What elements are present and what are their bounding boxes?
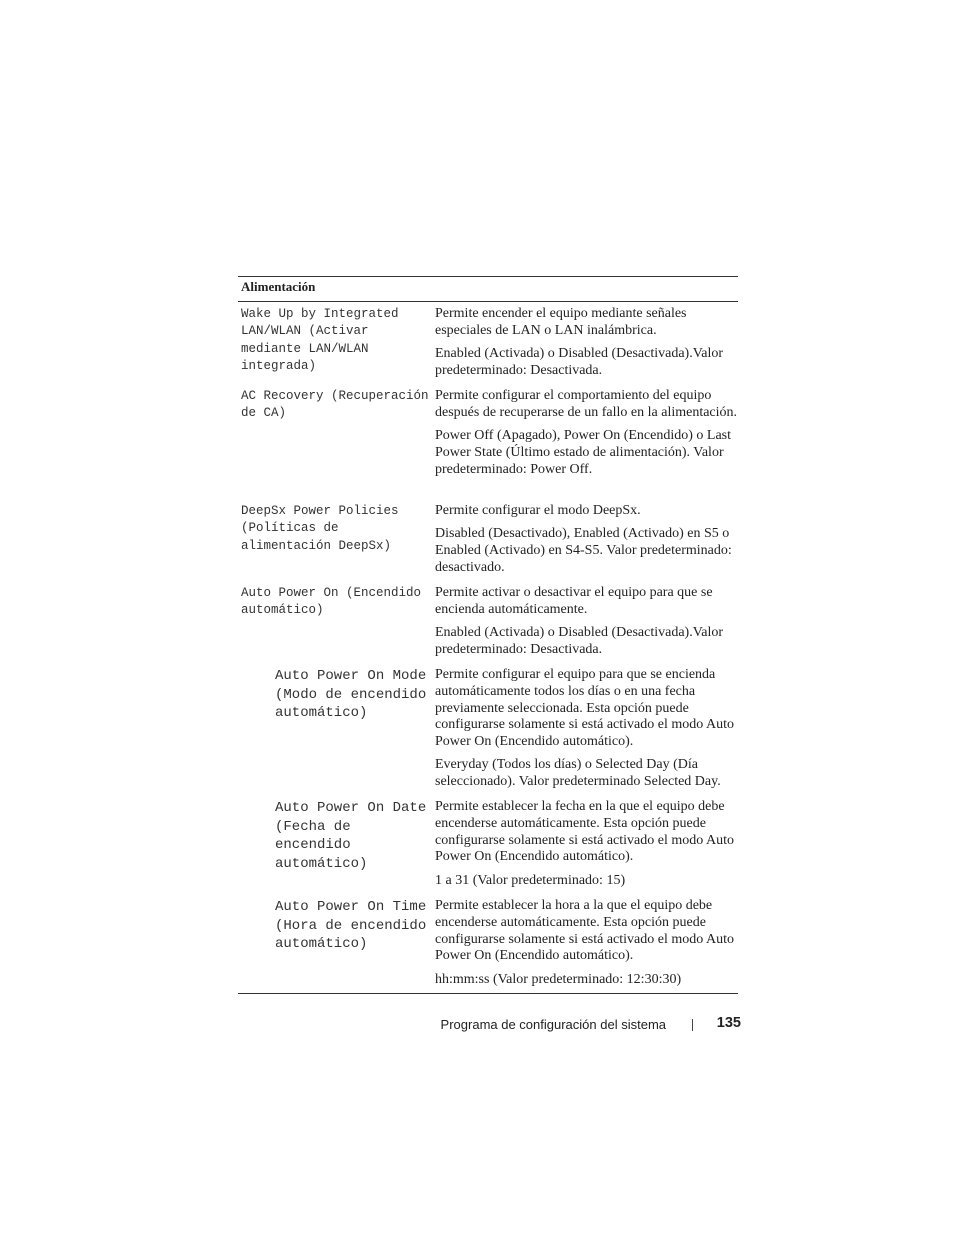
description-paragraph: Permite configurar el comportamiento del equipo después de recuperarse de un fallo en la alimentación. <box>435 388 738 420</box>
description-paragraph: Permite establecer la fecha en la que el equipo debe encenderse automáticamente. Esta opción puede configurarse solamente si está activado el modo Auto Power On (Encendido automático). <box>435 799 734 865</box>
description-paragraph: hh:mm:ss (Valor predeterminado: 12:30:30) <box>435 971 682 987</box>
table-row-auto-power-on-mode <box>238 667 738 799</box>
table-bottom-rule <box>238 993 738 994</box>
setting-name: Wake Up by Integrated LAN/WLAN (Activar mediante LAN/WLAN integrada) <box>241 307 399 373</box>
description-paragraph: Enabled (Activada) o Disabled (Desactivada).Valor predeterminado: Desactivada. <box>435 625 724 657</box>
setting-name: AC Recovery (Recuperación de CA) <box>241 389 429 421</box>
setting-description <box>432 667 738 799</box>
description-paragraph: Permite activar o desactivar el equipo para que se encienda automáticamente. <box>435 585 713 617</box>
table-row-auto-power-on-date <box>238 799 738 898</box>
table-header: Alimentación <box>241 279 316 294</box>
page-number: 135 <box>716 1015 741 1031</box>
power-settings-table <box>238 276 738 994</box>
description-paragraph: Everyday (Todos los días) o Selected Day (Día seleccionado). Valor predeterminado Selected Day. <box>435 757 721 790</box>
table-header-rule <box>238 301 738 302</box>
description-paragraph: Permite configurar el equipo para que se encienda automáticamente todos los días o en una fecha previamente seleccionada. Esta opción puede configurarse solamente si está activado el modo Auto Power On (Encendido automático). <box>435 667 734 750</box>
setting-name: Auto Power On Time (Hora de encendido automático) <box>275 899 427 953</box>
setting-description <box>432 503 738 585</box>
footer-title: Programa de configuración del sistema <box>440 1017 666 1032</box>
description-paragraph: Permite establecer la hora a la que el equipo debe encenderse automáticamente. Esta opción puede configurarse solamente si está activado el modo Auto Power On (Encendido automático). <box>435 898 734 964</box>
table-row-ac-recovery <box>238 388 738 503</box>
table-row-deepsx <box>238 503 738 585</box>
setting-description <box>432 799 738 898</box>
setting-description <box>432 898 738 993</box>
table-row-auto-power-on-time <box>238 898 738 993</box>
description-paragraph: Permite encender el equipo mediante señales especiales de LAN o LAN inalámbrica. <box>435 306 687 338</box>
setting-name: Auto Power On Mode (Modo de encendido automático) <box>275 668 427 722</box>
setting-description <box>432 585 738 667</box>
description-paragraph: Power Off (Apagado), Power On (Encendido) o Last Power State (Último estado de alimentación). Valor predeterminado: Power Off. <box>435 428 731 477</box>
page-footer <box>0 1013 954 1035</box>
table-row-wake-up-lan <box>238 306 738 388</box>
description-paragraph: Enabled (Activada) o Disabled (Desactivada).Valor predeterminado: Desactivada. <box>435 346 724 378</box>
table-row-auto-power-on <box>238 585 738 667</box>
setting-description <box>432 388 738 503</box>
footer-separator <box>692 1019 693 1031</box>
description-paragraph: Permite configurar el modo DeepSx. <box>435 503 641 518</box>
setting-name: Auto Power On Date (Fecha de encendido automático) <box>275 800 427 872</box>
description-paragraph: Disabled (Desactivado), Enabled (Activado) en S5 o Enabled (Activado) en S4-S5. Valor predeterminado: desactivado. <box>435 526 732 575</box>
setting-name: Auto Power On (Encendido automático) <box>241 586 422 618</box>
setting-description <box>432 306 738 388</box>
description-paragraph: 1 a 31 (Valor predeterminado: 15) <box>435 872 626 888</box>
setting-name: DeepSx Power Policies (Políticas de alimentación DeepSx) <box>241 504 399 553</box>
